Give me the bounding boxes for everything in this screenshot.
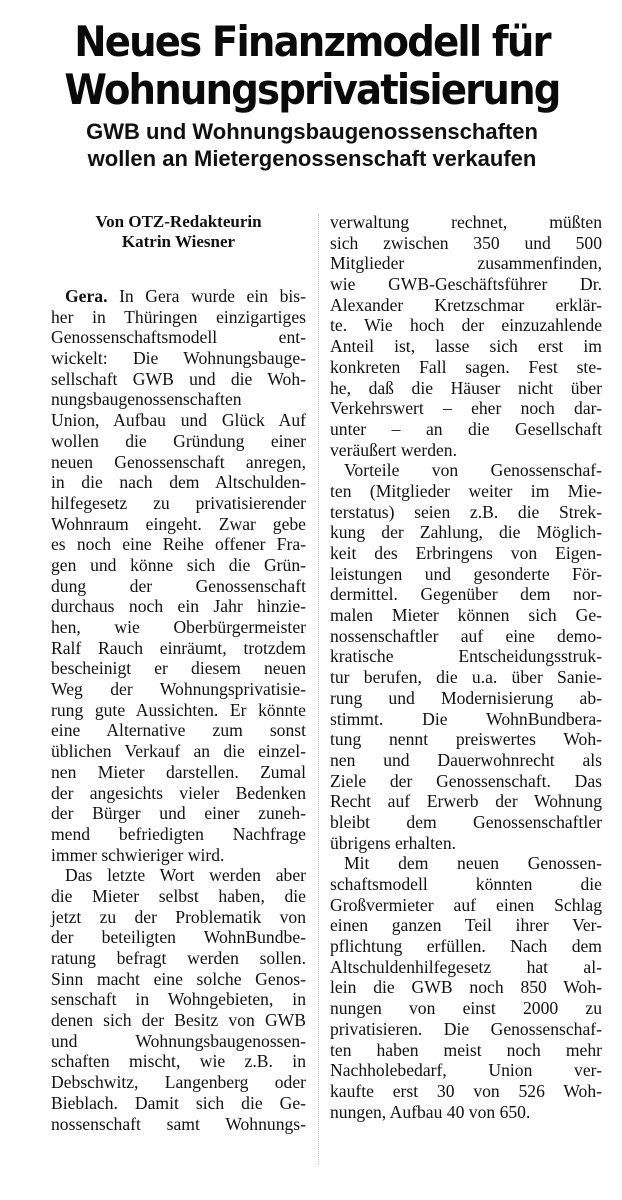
text-line: üblichen Verkauf an die einzel-: [51, 741, 306, 762]
byline: [51, 212, 306, 252]
text-line: gen und könne sich die Grün-: [51, 554, 306, 575]
text-line: Ralf Rauch einräumt, trotzdem: [51, 637, 306, 658]
subheadline: [14, 118, 610, 172]
right-column: [330, 212, 602, 1122]
text-line: konkreten Fall sagen. Fest ste-: [330, 356, 602, 377]
text-line: die Mieter selbst haben, die: [51, 885, 306, 906]
text-line: her in Thüringen einzigartiges: [51, 306, 306, 327]
text-line: ten haben meist noch mehr: [330, 1039, 602, 1060]
text-line: wie GWB-Geschäftsführer Dr.: [330, 274, 602, 295]
text-line: veräußert werden.: [330, 439, 457, 460]
text-line: der angesichts vieler Bedenken: [51, 782, 306, 803]
subheadline-line: GWB und Wohnungsbaugenossenschaften: [86, 119, 538, 144]
text-line: Altschuldenhilfegesetz hat al-: [330, 956, 602, 977]
byline-line: Von OTZ-Redakteurin: [95, 212, 262, 231]
text-line: hen, wie Oberbürgermeister: [51, 617, 306, 637]
text-line: malen Mieter können sich Ge-: [330, 605, 602, 626]
text-line: Bieblach. Damit sich die Ge-: [51, 1092, 306, 1113]
text-line: rung gute Aussichten. Er könnte: [51, 699, 306, 720]
text-line: bleibt dem Genossenschaftler: [330, 811, 602, 832]
paragraph: [330, 460, 602, 853]
text-line: Recht auf Erwerb der Wohnung: [330, 791, 602, 812]
headline-line: Wohnungsprivatisierung: [64, 65, 560, 114]
paragraph: [330, 212, 602, 460]
text-line: Alexander Kretzschmar erklär-: [330, 294, 602, 315]
text-line: bescheinigt er diesem neuen: [51, 658, 306, 679]
text-line: Vorteile von Genossenschaf-: [344, 460, 602, 481]
text-line: Wohnraum eingeht. Zwar gebe: [51, 513, 306, 534]
text-line: übrigens erhalten.: [330, 832, 457, 853]
text-line: tung nennt preiswertes Woh-: [330, 729, 602, 750]
text-line: sich zwischen 350 und 500: [330, 232, 602, 253]
text-line: pflichtung erfüllen. Nach dem: [330, 936, 602, 957]
text-line: unter – an die Gesellschaft: [330, 418, 602, 439]
text-line: leistungen und gesonderte För-: [330, 563, 602, 584]
text-line: einen ganzen Teil ihrer Ver-: [330, 915, 602, 936]
text-line: und Wohnungsbaugenossen-: [51, 1030, 306, 1051]
text-line: immer schwieriger wird.: [51, 844, 225, 865]
headline-line: Neues Finanzmodell für: [74, 17, 550, 66]
dateline: Gera.: [65, 286, 108, 306]
text-line: kung der Zahlung, die Möglich-: [330, 522, 602, 543]
text-line: tur berufen, die u.a. über Sanie-: [330, 667, 602, 688]
text-line: nen und Dauerwohnrecht als: [330, 749, 602, 770]
text-line: der beteiligten WohnBundbe-: [51, 927, 306, 948]
text-line: nungen, Aufbau 40 von 650.: [330, 1101, 531, 1122]
paragraph: [330, 853, 602, 1122]
text-line: Ziele der Genossenschaft. Das: [330, 770, 602, 791]
text-line: ratung befragt werden sollen.: [51, 948, 306, 968]
text-line: der Bürger und einer zuneh-: [51, 803, 306, 824]
paragraph: [51, 865, 306, 1134]
text-line: Debschwitz, Langenberg oder: [51, 1072, 306, 1093]
text-line: [51, 286, 306, 307]
text-line: senschaft in Wohngebieten, in: [51, 989, 306, 1010]
text-line: Mit dem neuen Genossen-: [344, 853, 602, 874]
text-line: dung der Genossenschaft: [51, 575, 306, 596]
text-line: es noch eine Reihe offener Fra-: [51, 534, 306, 555]
text-line: Genossenschaftsmodell ent-: [51, 327, 306, 348]
text-line: schaftsmodell könnten die: [330, 874, 602, 894]
text-line: Nachholebedarf, Union ver-: [330, 1060, 602, 1081]
text-line: jetzt zu der Problematik von: [51, 906, 306, 927]
text-line: nungsbaugenossenschaften: [51, 389, 242, 410]
left-column: [51, 212, 306, 1134]
byline-author: Katrin Wiesner: [121, 232, 236, 251]
text-line: hilfegesetz zu privatisierender: [51, 492, 306, 513]
text-line: wollen die Gründung einer: [51, 430, 306, 451]
text-line: privatisieren. Die Genossenschaf-: [330, 1018, 602, 1039]
text-line: keit des Erbringens von Eigen-: [330, 543, 602, 563]
text-line: Mitglieder zusammenfinden,: [330, 253, 602, 274]
text-line: nossenschaftler auf eine demo-: [330, 625, 602, 646]
text-line: neuen Genossenschaft anregen,: [51, 451, 306, 472]
text-line: lein die GWB noch 850 Woh-: [330, 977, 602, 998]
text-line-content: In Gera wurde ein bis-: [119, 286, 306, 306]
headline: [38, 18, 586, 114]
text-line: nungen von einst 2000 zu: [330, 998, 602, 1019]
text-line: Weg der Wohnungsprivatisie-: [51, 679, 306, 700]
text-line: kaufte erst 30 von 526 Woh-: [330, 1080, 602, 1101]
text-line: kratische Entscheidungsstruk-: [330, 646, 602, 667]
text-line: in die nach dem Altschulden-: [51, 472, 306, 493]
text-line: nossenschaft samt Wohnungs-: [51, 1113, 306, 1134]
subheadline-line: wollen an Mietergenossenschaft verkaufen: [87, 146, 537, 171]
text-line: te. Wie hoch der einzuzahlende: [330, 315, 602, 336]
text-line: rung und Modernisierung ab-: [330, 687, 602, 708]
text-line: nen Mieter darstellen. Zumal: [51, 761, 306, 782]
text-line: denen sich der Besitz von GWB: [51, 1010, 306, 1031]
text-line: Das letzte Wort werden aber: [65, 865, 306, 886]
text-line: Union, Aufbau und Glück Auf: [51, 410, 306, 431]
text-line: dermittel. Gegenüber dem nor-: [330, 584, 602, 605]
text-line: Sinn macht eine solche Genos-: [51, 968, 306, 989]
text-line: schaften mischt, wie z.B. in: [51, 1051, 306, 1072]
text-line: ten (Mitglieder weiter im Mie-: [330, 480, 602, 501]
text-line: Großvermieter auf einen Schlag: [330, 894, 602, 915]
column-divider: [318, 214, 319, 1164]
paragraph: [51, 286, 306, 865]
text-line: eine Alternative zum sonst: [51, 720, 306, 741]
text-line: mend befriedigten Nachfrage: [51, 823, 306, 844]
text-line: he, daß die Häuser nicht über: [330, 377, 602, 398]
text-line: Verkehrswert – eher noch dar-: [330, 398, 602, 419]
text-line: Anteil ist, lasse sich erst im: [330, 336, 602, 357]
text-line: verwaltung rechnet, müßten: [330, 212, 602, 232]
text-line: sellschaft GWB und die Woh-: [51, 368, 306, 389]
text-line: terstatus) seien z.B. die Strek-: [330, 501, 602, 522]
text-line: durchaus noch ein Jahr hinzie-: [51, 596, 306, 617]
text-line: wickelt: Die Wohnungsbauge-: [51, 348, 306, 369]
text-line: stimmt. Die WohnBundbera-: [330, 708, 602, 729]
